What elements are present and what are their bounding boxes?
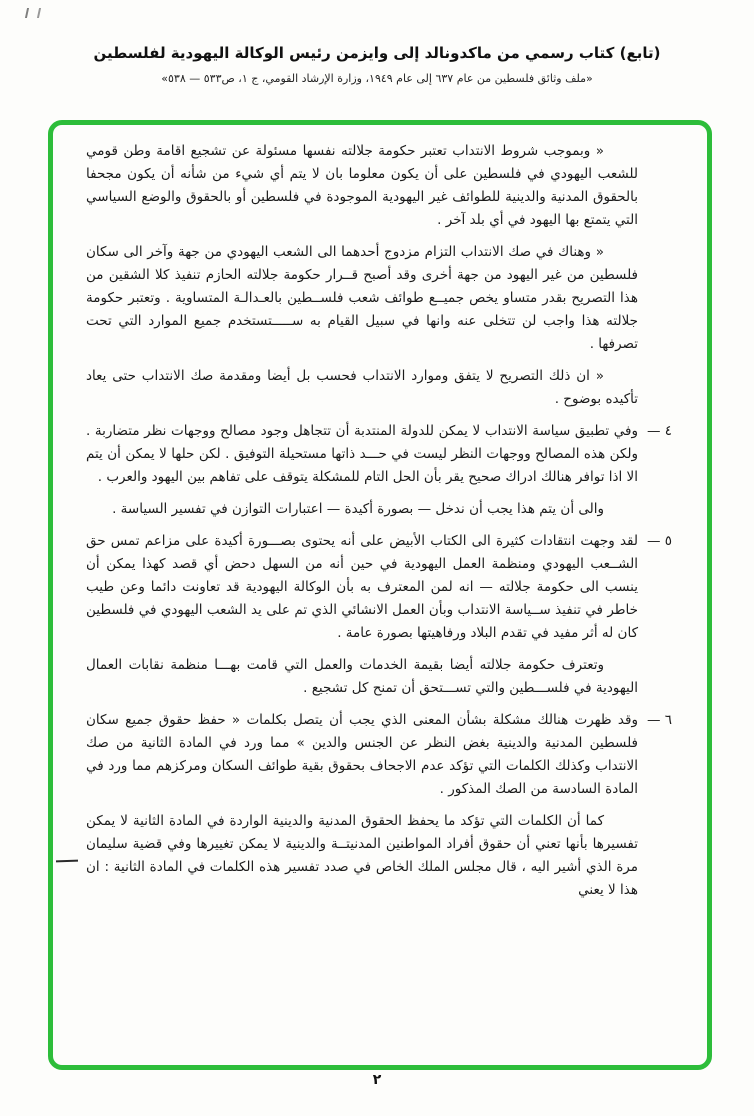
page-number: ٢ bbox=[372, 1072, 382, 1088]
scan-artifact bbox=[25, 8, 41, 18]
paragraph: وفي تطبيق سياسة الانتداب لا يمكن للدولة المنتدبة أن تتجاهل وجود مصالح ووجهات نظر متضاربة . ولكن هذه المصالح ووجهات النظر ليست في حـــد ذاتها مستحيلة التوفيق . لكن حلها لا يمكن أن يتم الا اذا توافر هنالك ادراك صحيح يقر بأن الحل التام للمشكلة يتوقف على تفاهم بين اليهود والعرب . bbox=[86, 423, 638, 485]
item-number: ٤ — bbox=[646, 423, 672, 439]
item-number: ٥ — bbox=[646, 533, 672, 549]
paragraph: « وبموجب شروط الانتداب تعتبر حكومة جلالته نفسها مسئولة عن تشجيع اقامة وطن قومي للشعب اليهودي في فلسطين على أن يكون معلوما بان لا يتم أي شيء من شأنه أن يكون مجحفا بالحقوق المدنية والدينية للطوائف غير اليهودية الموجودة في فلسطين أو بالحقوق والوضع السياسي التي يتمتع بها اليهود في أي بلد آخر . bbox=[86, 143, 638, 228]
numbered-item-6 bbox=[86, 709, 672, 801]
item-number: ٦ — bbox=[646, 712, 672, 728]
document-title: (تابع) كتاب رسمي من ماكدونالد إلى وايزمن رئيس الوكالة اليهودية لفلسطين bbox=[93, 44, 661, 62]
numbered-item-4 bbox=[86, 420, 672, 489]
document-header bbox=[0, 44, 754, 85]
paragraph: كما أن الكلمات التي تؤكد ما يحفظ الحقوق المدنية والدينية الواردة في المادة الثانية لا يمكن تفسيرها بأنها تعني أن حقوق أفراد المواطنين المدنيتــة والدينية لا يمكن تغييرها وفي قضية سليمان مرة الذي أشير اليه ، قال مجلس الملك الخاص في صدد تفسير هذه الكلمات في المادة الثانية : ان هذا لا يعني bbox=[86, 813, 638, 898]
paragraph: لقد وجهت انتقادات كثيرة الى الكتاب الأبيض على أنه يحتوى بصـــورة أكيدة على مزاعم تمس حق الشــعب اليهودي ومنظمة العمل اليهودية في حين أنه من السهل دحض أي قصد كهذا يمكن أن ينسب الى حكومة جلالته — انه لمن المعترف به بأن الوكالة اليهودية قد تعاونت دائما وعن طيب خاطر في تنفيذ ســياسة الانتداب وبأن العمل الانشائي الذي تم على يد الشعب اليهودي في فلسطين كان له أثر مفيد في تقدم البلاد ورفاهيتها بصورة عامة . bbox=[86, 533, 638, 641]
paragraph: والى أن يتم هذا يجب أن ندخل — بصورة أكيدة — اعتبارات التوازن في تفسير السياسة . bbox=[112, 501, 604, 517]
paragraph: وقد ظهرت هنالك مشكلة بشأن المعنى الذي يجب أن يتصل بكلمات « حفظ حقوق جميع سكان فلسطين المدنية والدينية بغض النظر عن الجنس والدين » مما ورد في المادة الثانية من صك الانتداب وكذلك الكلمات التي تؤكد عدم الاجحاف بحقوق بقية طوائف السكان ومركزهم مما ورد في المادة السادسة من الصك المذكور . bbox=[86, 712, 638, 797]
paragraph: « وهناك في صك الانتداب التزام مزدوج أحدهما الى الشعب اليهودي من جهة وآخر الى سكان فلسطين من غير اليهود من جهة أخرى وقد أصبح قــرار حكومة جلالته الحازم تنفيذ كلا الشقين من هذا التصريح بقدر متساو يخص جميــع طوائف شعب فلســطين بالعـدالـة المتساوية . وتعتبر حكومة جلالته هذا واجب لن تتخلى عنه وانها في سبيل القيام به ســـــتستخدم جميع الموارد التي تحت تصرفها . bbox=[86, 244, 638, 352]
document-source: «ملف وثائق فلسطين من عام ٦٣٧ إلى عام ١٩٤٩، وزارة الإرشاد القومي، ج ١، ص٥٣٣ — ٥٣٨» bbox=[161, 72, 593, 85]
paragraph: « ان ذلك التصريح لا يتفق وموارد الانتداب فحسب بل أيضا ومقدمة صك الانتداب حتى يعاد تأكيده بوضوح . bbox=[86, 368, 638, 407]
numbered-item-5 bbox=[86, 530, 672, 645]
margin-mark bbox=[56, 860, 78, 863]
document-body bbox=[86, 140, 672, 911]
paragraph: وتعترف حكومة جلالته أيضا بقيمة الخدمات والعمل التي قامت بهـــا منظمة نقابات العمال اليهودية في فلســـطين والتي تســـتحق أن تمنح كل تشجيع . bbox=[86, 657, 638, 696]
